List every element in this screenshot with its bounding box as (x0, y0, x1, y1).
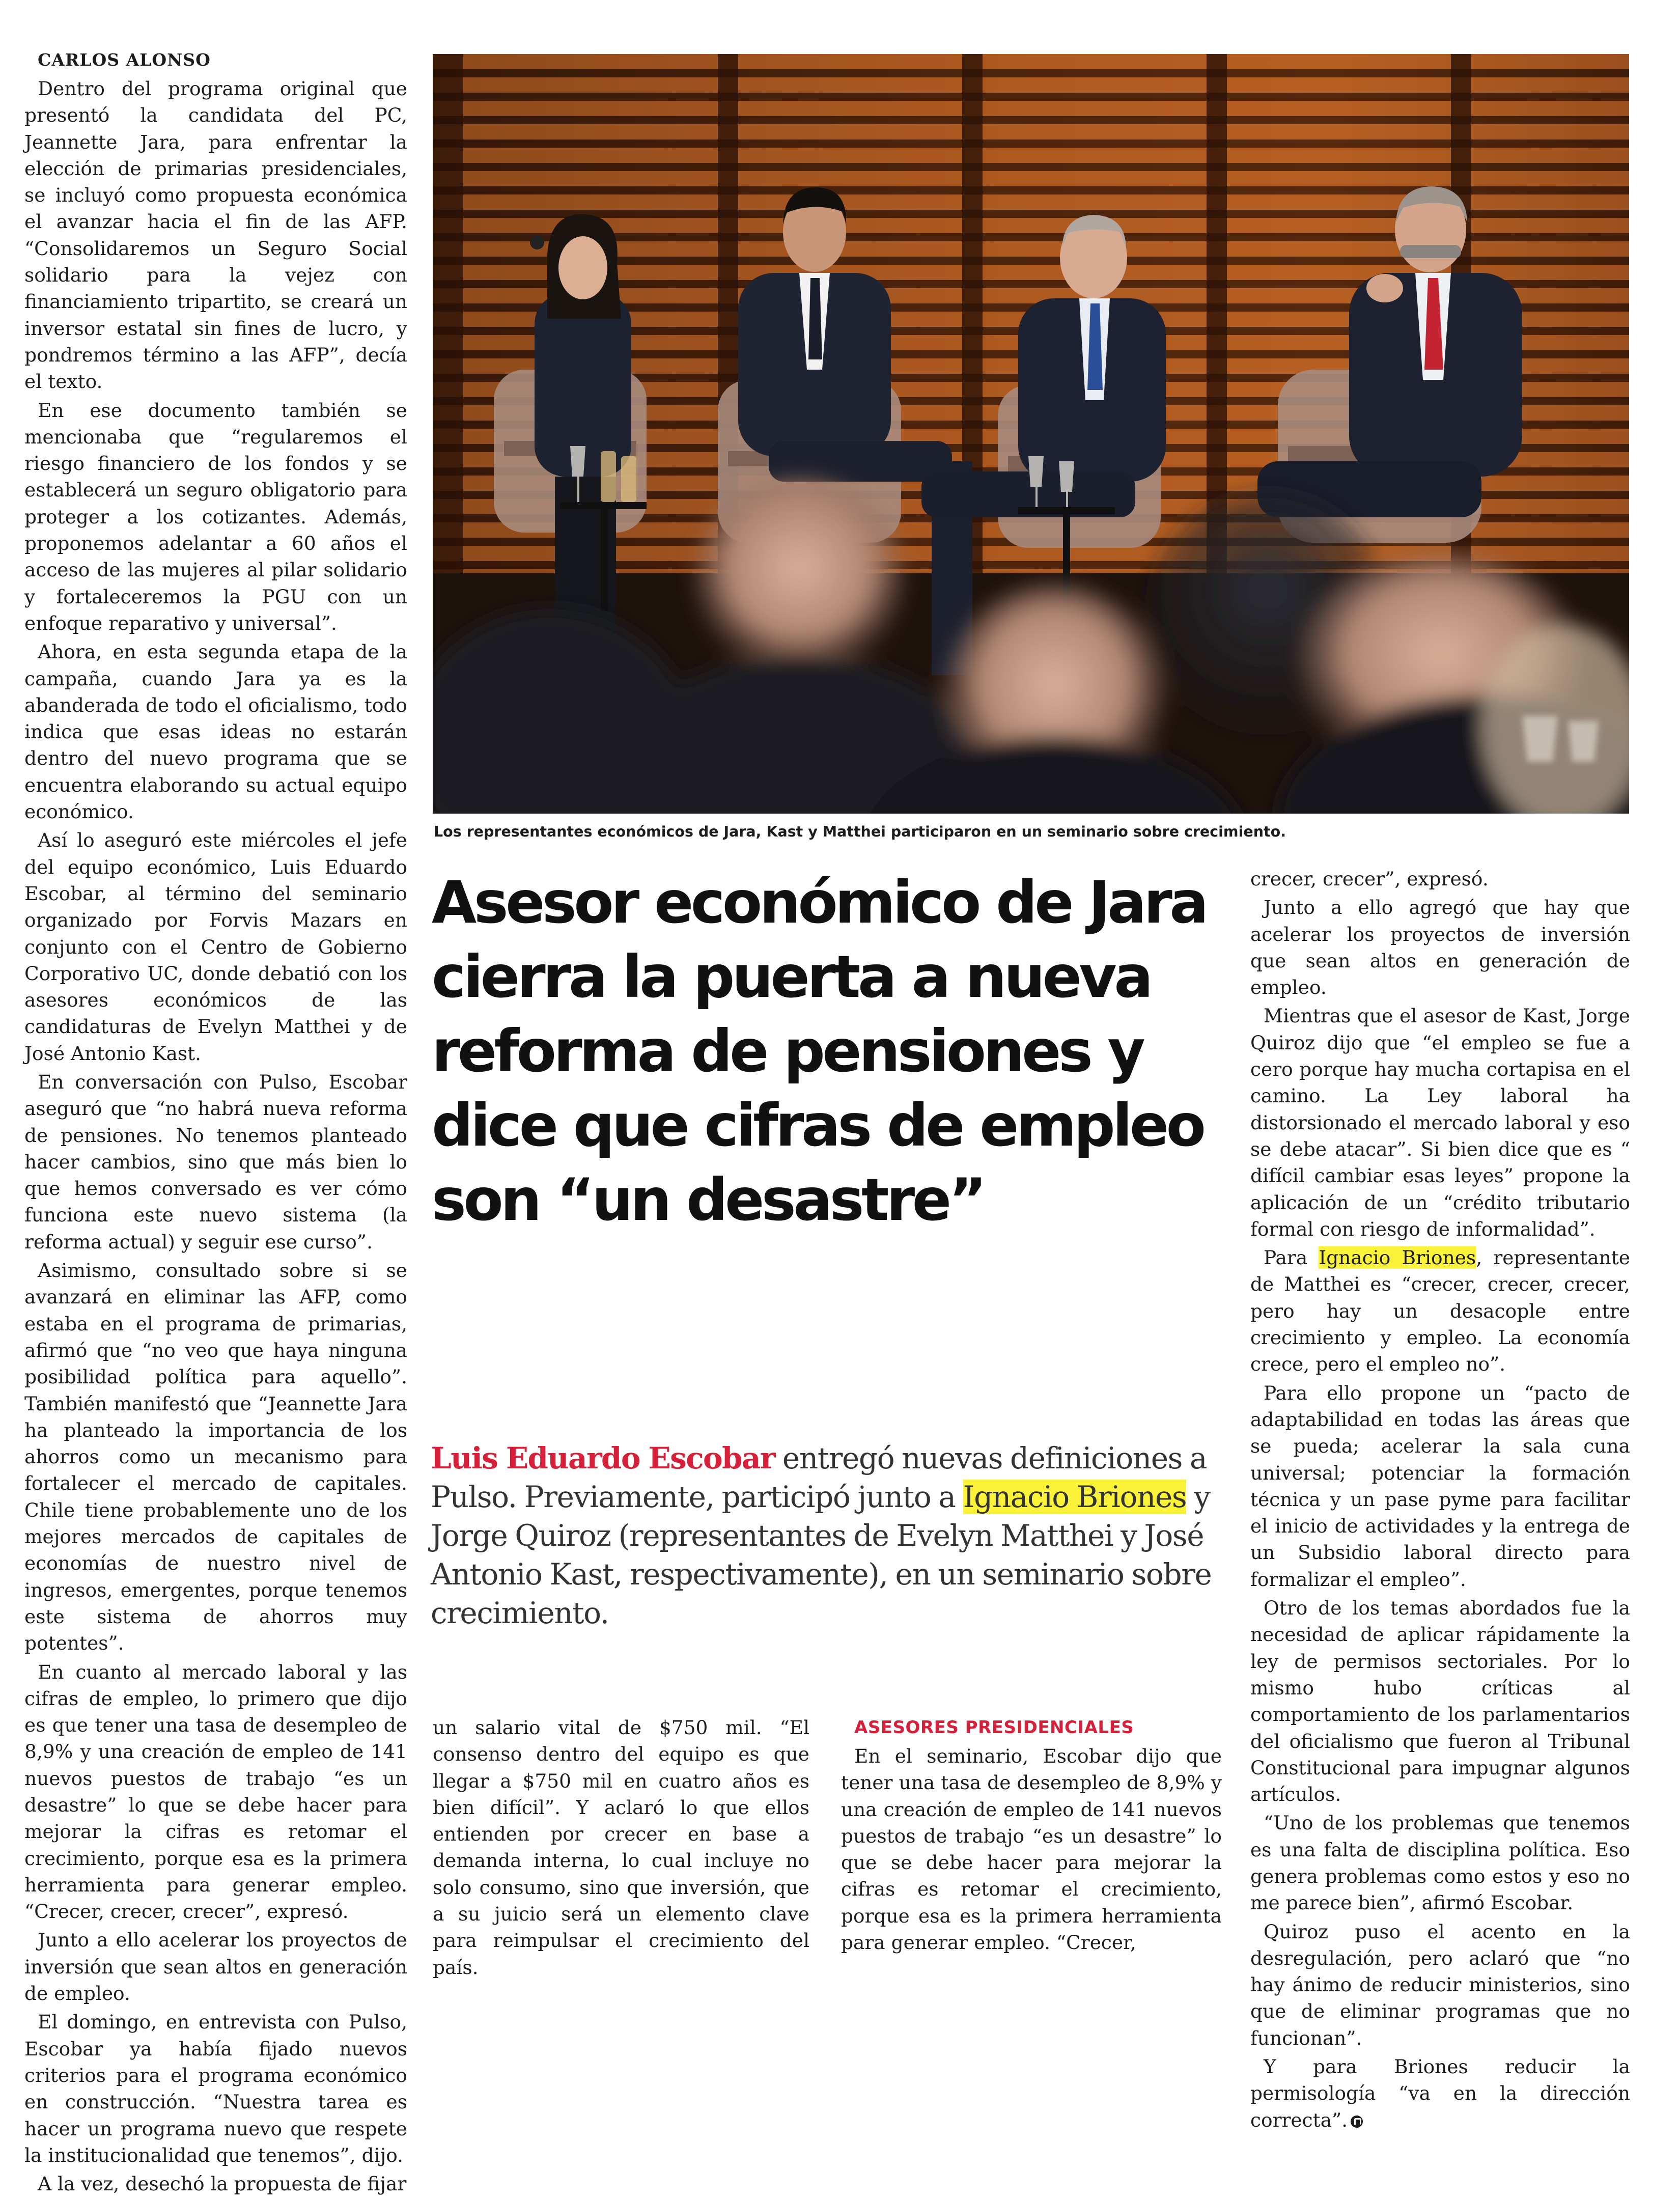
section-label: ASESORES PRESIDENCIALES (854, 1717, 1134, 1738)
article-column-1 (24, 47, 407, 2199)
body-paragraph: crecer, crecer”, expresó. (1250, 868, 1489, 890)
end-of-article-icon (1351, 2116, 1363, 2128)
body-paragraph: Junto a ello agregó que hay que acelerar los proyectos de inversión que sean altos en generación de empleo. (1250, 896, 1630, 999)
body-paragraph (1250, 1244, 1630, 1377)
body-paragraph: Para ello propone un “pacto de adaptabilidad en todas las áreas que se pueda; acelerar la sala cuna universal; potenciar la formación técnica y un pase pyme para facilitar el inicio de actividades y la entrega de un Subsidio laboral directo para formalizar el empleo”. (1250, 1381, 1630, 1591)
body-paragraph: En ese documento también se mencionaba que “regularemos el riesgo financiero de los fondos y se establecerá un seguro obligatorio para proteger a los cotizantes. Además, proponemos adelantar a 60 años el acceso de las mujeres al pilar solidario y fortaleceremos la PGU con un enfoque reparativo y universal”. (24, 399, 407, 634)
body-paragraph: A la vez, desechó la propuesta de fijar (38, 2173, 407, 2195)
deck (431, 1439, 1225, 1632)
deck-text: entregó nuevas definiciones a Pulso. Previamente, participó junto a (431, 1441, 1207, 1514)
headline: Asesor económico de Jara cierra la puerta a nueva reforma de pensiones y dice que cifras de empleo son “un desastre” (432, 869, 1206, 1234)
highlighted-name: Ignacio Briones (1319, 1246, 1476, 1269)
body-paragraph: Ahora, en esta segunda etapa de la campaña, cuando Jara ya es la abanderada de todo el oficialismo, todo indica que esas ideas no estarán dentro del nuevo programa que se encuentra elaborando su actual equipo económico. (24, 641, 407, 823)
seminar-photo (433, 54, 1629, 814)
body-paragraph: En cuanto al mercado laboral y las cifras de empleo, lo primero que dijo es que tener una tasa de desempleo de 8,9% y una creación de empleo de 141 nuevos puestos de trabajo “es un desastre” lo que se debe hacer para mejorar la cifras es retomar el crecimiento, porque esa es la primera herramienta para generar empleo. “Crecer, crecer, crecer”, expresó. (24, 1660, 407, 1923)
article-column-2 (433, 1714, 809, 1983)
deck-name: Luis Eduardo Escobar (431, 1441, 775, 1476)
text-run: Para (1264, 1246, 1319, 1269)
body-paragraph (1250, 2053, 1630, 2133)
body-paragraph: En conversación con Pulso, Escobar aseguró que “no habrá nueva reforma de pensiones. No tenemos planteado hacer cambios, sino que más bien lo que hemos conversado es ver cómo funciona este nuevo sistema (la reforma actual) y seguir ese curso”. (24, 1070, 407, 1253)
body-paragraph: Así lo aseguró este miércoles el jefe del equipo económico, Luis Eduardo Escobar, al término del seminario organizado por Forvis Mazars en conjunto con el Centro de Gobierno Corporativo UC, donde debatió con los asesores económicos de las candidaturas de Evelyn Matthei y de José Antonio Kast. (24, 829, 407, 1065)
article-column-4 (1250, 866, 1630, 2135)
text-run: Y para Briones reducir la permisología “va en la dirección correcta”. (1250, 2055, 1630, 2131)
byline: CARLOS ALONSO (38, 50, 211, 70)
body-paragraph: Dentro del programa original que presentó la candidata del PC, Jeannette Jara, para enfrentar la elección de primarias presidenciales, se incluyó como propuesta económica el avanzar hacia el fin de las AFP. “Consolidaremos un Seguro Social solidario para la vejez con financiamiento tripartito, se creará un inversor estatal sin fines de lucro, y pondremos término a las AFP”, decía el texto. (24, 77, 407, 393)
body-paragraph: un salario vital de $750 mil. “El consenso dentro del equipo es que llegar a $750 mil en cuatro años es bien difícil”. Y aclaró lo que ellos entienden por crecer en base a demanda interna, lo cual incluye no solo consumo, sino que inversión, que a su juicio será un elemento clave para reimpulsar el crecimiento del país. (433, 1716, 809, 1979)
text-run: , representante de Matthei es “crecer, crecer, crecer, pero hay un desacople entre crecimiento y empleo. La economía crece, pero el empleo no”. (1250, 1246, 1631, 1376)
body-paragraph: Asimismo, consultado sobre si se avanzará en eliminar las AFP, como estaba en el programa de primarias, afirmó que “no veo que haya ninguna posibilidad política para aquello”. También manifestó que “Jeannette Jara ha planteado la importancia de los ahorros como un mecanismo para fortalecer el mercado de capitales. Chile tiene probablemente uno de los mejores mercados de capitales de economías de nuestro nivel de ingresos, emergentes, porque tenemos este sistema de ahorros muy potentes”. (24, 1259, 407, 1655)
body-paragraph: Quiroz puso el acento en la desregulación, pero aclaró que “no hay ánimo de reducir ministerios, sino que de eliminar programas que no funcionan”. (1250, 1920, 1630, 2049)
body-paragraph: Mientras que el asesor de Kast, Jorge Quiroz dijo que “el empleo se fue a cero porque hay mucha cortapisa en el camino. La Ley laboral ha distorsionado el mercado laboral y eso se debe atacar”. Si bien dice que es “ difícil cambiar esas leyes” propone la aplicación de un “crédito tributario formal con riesgo de informalidad”. (1250, 1005, 1630, 1240)
body-paragraph: “Uno de los problemas que tenemos es una falta de disciplina política. Eso genera problemas como estos y eso no me parece bien”, afirmó Escobar. (1250, 1812, 1630, 1914)
deck-highlight: Ignacio Briones (963, 1480, 1187, 1514)
body-paragraph: Junto a ello acelerar los proyectos de inversión que sean altos en generación de empleo. (24, 1929, 407, 2005)
article-column-3 (841, 1714, 1222, 1958)
deck-text: y Jorge Quiroz (representantes de Evelyn Matthei y José Antonio Kast, respectivamente), en un seminario sobre crecimiento. (431, 1480, 1212, 1630)
photo-caption: Los representantes económicos de Jara, Kast y Matthei participaron en un seminario sobre crecimiento. (434, 823, 1286, 840)
body-paragraph: El domingo, en entrevista con Pulso, Escobar ya había fijado nuevos criterios para el programa económico en construcción. “Nuestra tarea es hacer un programa nuevo que respete la institucionalidad que tenemos”, dijo. (24, 2011, 407, 2166)
body-paragraph: En el seminario, Escobar dijo que tener una tasa de desempleo de 8,9% y una creación de empleo de 141 nuevos puestos de trabajo “es un desastre” lo que se debe hacer para mejorar la cifras es retomar el crecimiento, porque esa es la primera herramienta para generar empleo. “Crecer, (841, 1745, 1222, 1954)
body-paragraph: Otro de los temas abordados fue la necesidad de aplicar rápidamente la ley de permisos sectoriales. Por lo mismo hubo críticas al comportamiento de los parlamentarios del oficialismo que fueron al Tribunal Constitucional para impugnar algunos artículos. (1250, 1597, 1630, 1806)
